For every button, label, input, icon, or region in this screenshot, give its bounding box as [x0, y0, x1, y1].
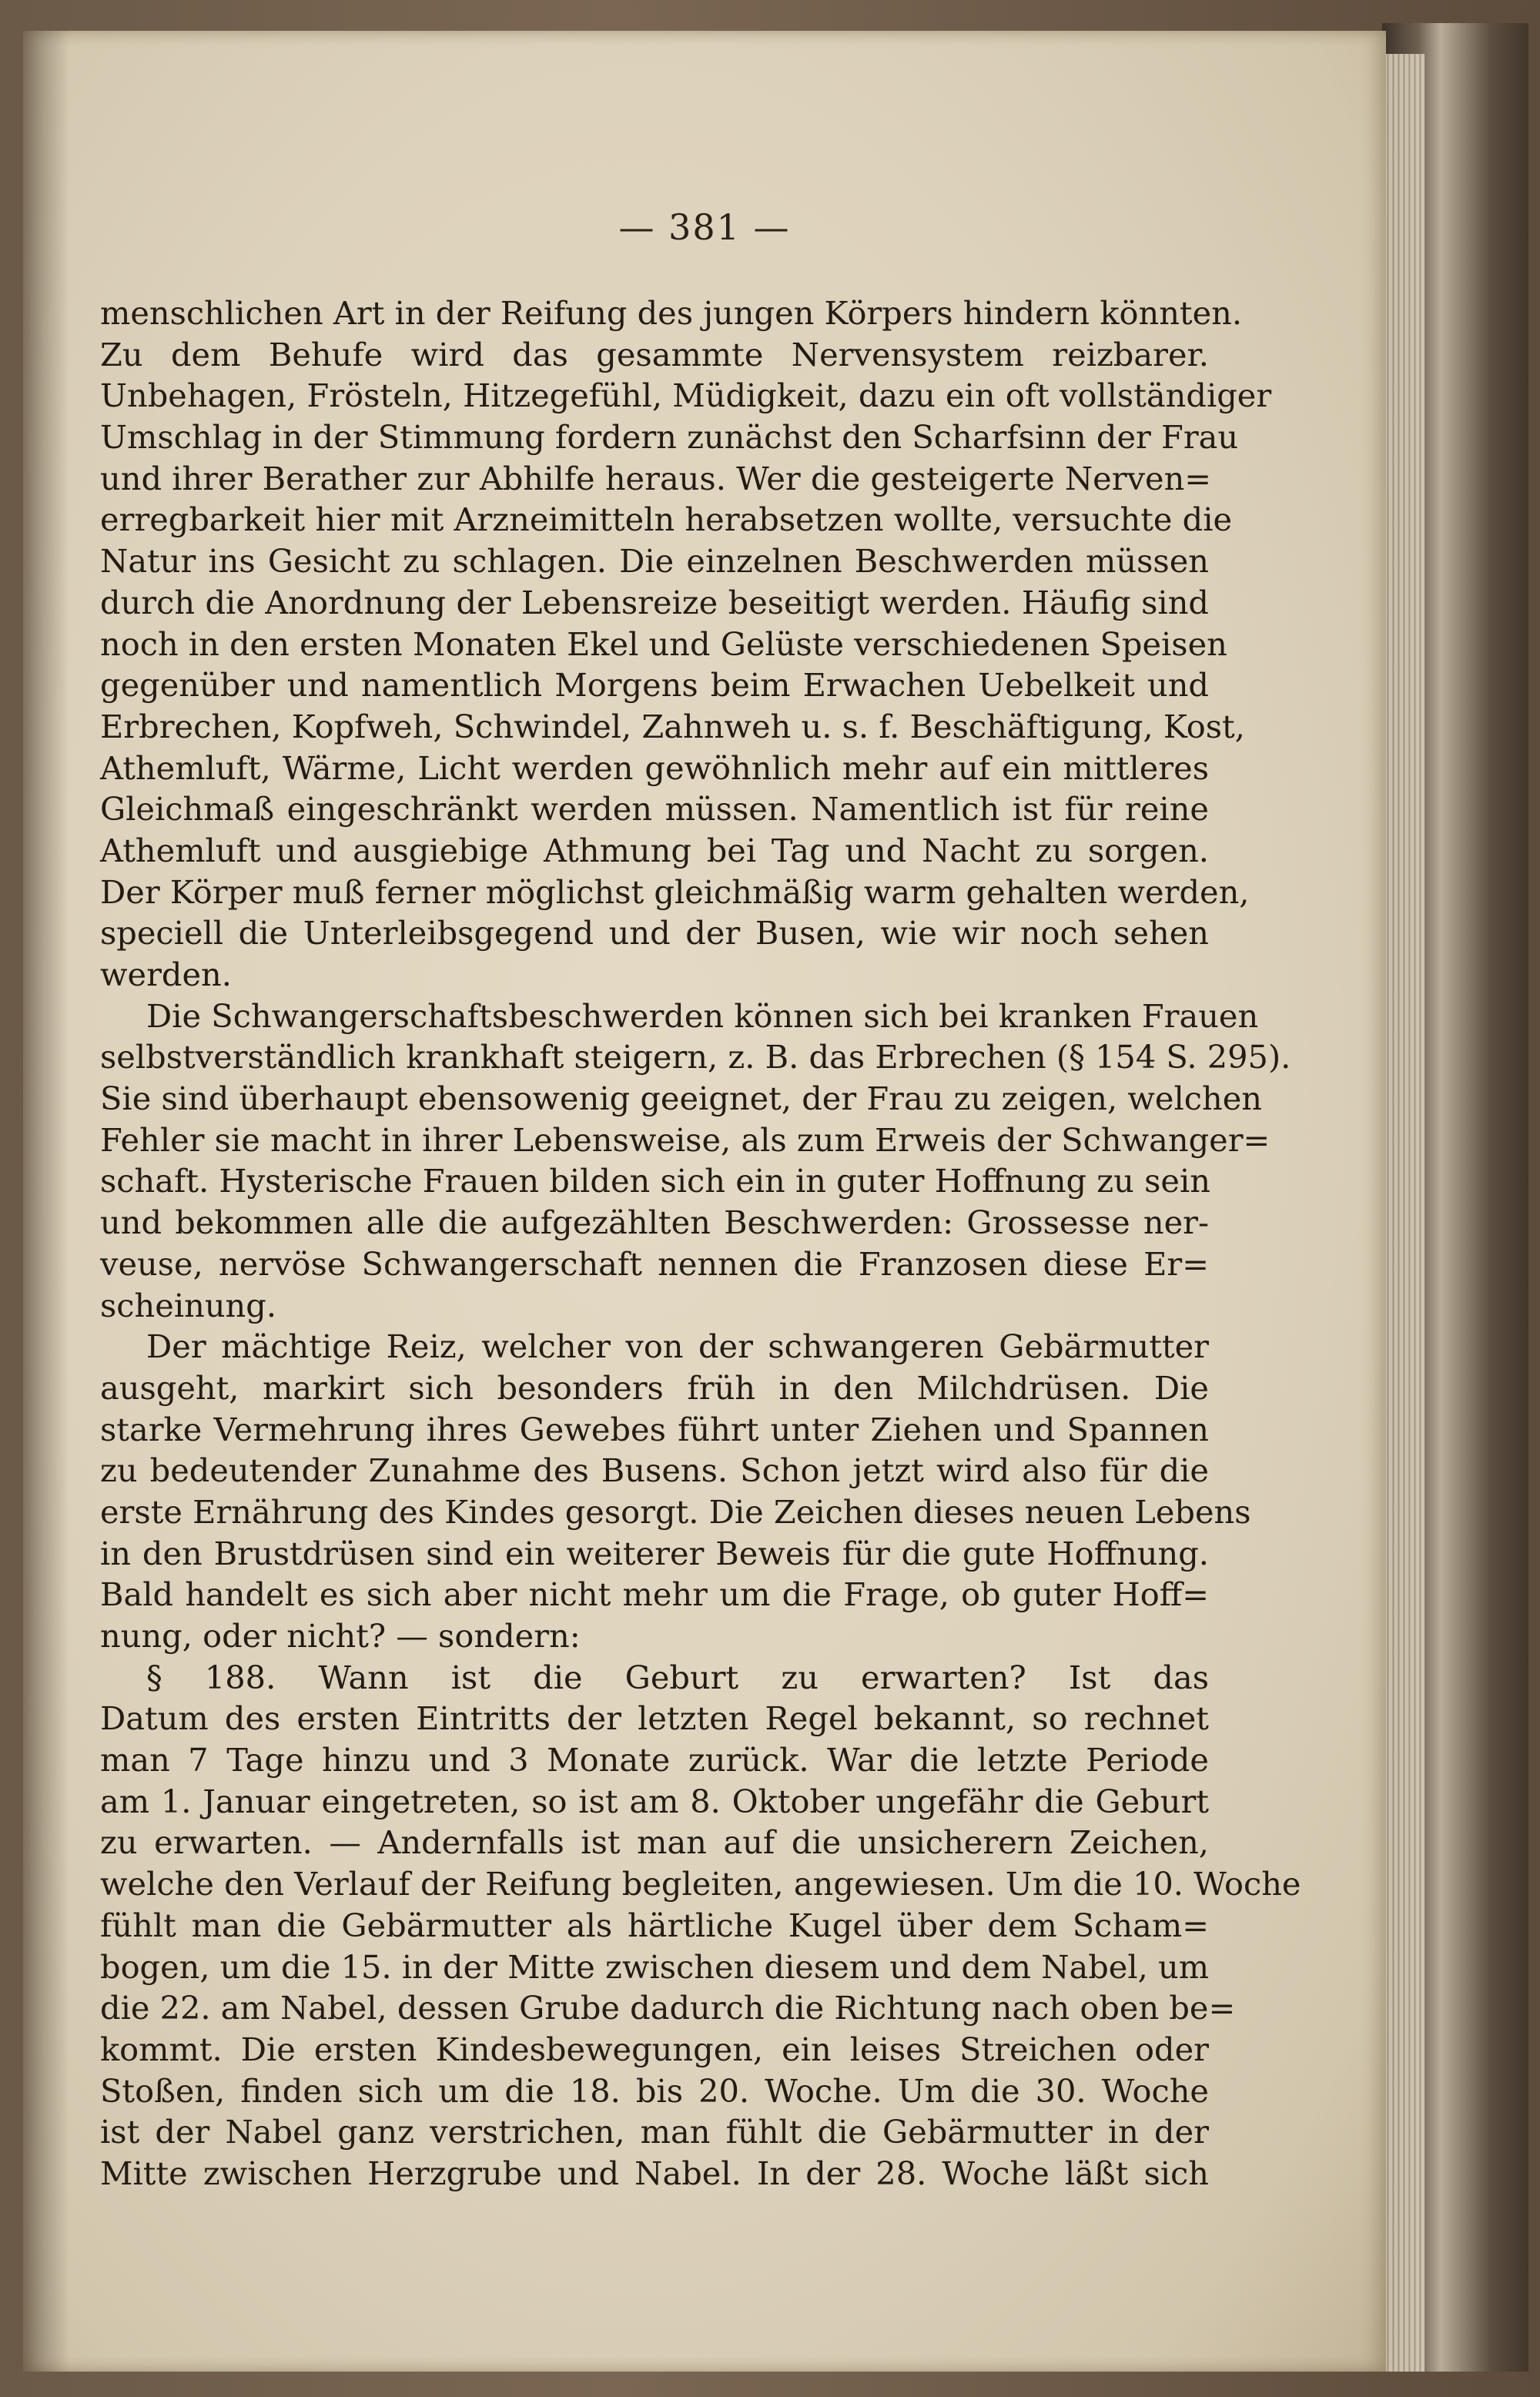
text-line: schaft. Hysterische Frauen bilden sich ein in guter Hoffnung zu sein — [100, 1162, 1210, 1200]
text-line: Bald handelt es sich aber nicht mehr um die Frage, ob guter Hoff= — [100, 1575, 1209, 1614]
text-line: Datum des ersten Eintritts der letzten Regel bekannt, so rechnet — [100, 1699, 1209, 1738]
text-line: welche den Verlauf der Reifung begleiten, angewiesen. Um die 10. Woche — [100, 1865, 1301, 1903]
text-line: erste Ernährung des Kindes gesorgt. Die Zeichen dieses neuen Lebens — [100, 1492, 1251, 1531]
text-line: speciell die Unterleibsgegend und der Busen, wie wir noch sehen — [100, 914, 1209, 952]
text-line: Gleichmaß eingeschränkt werden müssen. Namentlich ist für reine — [100, 790, 1209, 829]
text-line: Der Körper muß ferner möglichst gleichmäßig warm gehalten werden, — [100, 872, 1250, 911]
text-line: selbstverständlich krankhaft steigern, z. B. das Erbrechen (§ 154 S. 295). — [100, 1038, 1291, 1076]
text-line: Die Schwangerschaftsbeschwerden können sich bei kranken Frauen — [146, 996, 1259, 1035]
text-line: Zu dem Behufe wird das gesammte Nervensystem reizbarer. — [100, 335, 1209, 373]
text-line: Der mächtige Reiz, welcher von der schwangeren Gebärmutter — [146, 1327, 1209, 1366]
text-line: Sie sind überhaupt ebensowenig geeignet, der Frau zu zeigen, welchen — [100, 1080, 1263, 1118]
text-line: gegenüber und namentlich Morgens beim Erwachen Uebelkeit und — [100, 666, 1209, 705]
text-line: menschlichen Art in der Reifung des jungen Körpers hindern könnten. — [100, 294, 1243, 332]
page-number: — 381 — — [618, 206, 791, 248]
text-line: starke Vermehrung ihres Gewebes führt unter Ziehen und Spannen — [100, 1410, 1209, 1448]
text-line: Fehler sie macht in ihrer Lebensweise, als zum Erweis der Schwanger= — [100, 1120, 1270, 1159]
text-line: Athemluft und ausgiebige Athmung bei Tag und Nacht zu sorgen. — [100, 831, 1209, 869]
text-line: nung, oder nicht? — sondern: — [100, 1617, 581, 1655]
text-line: man 7 Tage hinzu und 3 Monate zurück. War die letzte Periode — [100, 1741, 1209, 1779]
text-line: Stoßen, finden sich um die 18. bis 20. Woche. Um die 30. Woche — [100, 2071, 1209, 2110]
text-line: ausgeht, markirt sich besonders früh in den Milchdrüsen. Die — [100, 1368, 1209, 1407]
spine-shadow — [23, 31, 69, 2372]
text-line: Athemluft, Wärme, Licht werden gewöhnlich mehr auf ein mittleres — [100, 748, 1209, 787]
text-line: § 188. Wann ist die Geburt zu erwarten? Ist das — [146, 1658, 1209, 1696]
text-line: zu erwarten. — Andernfalls ist man auf die unsicherern Zeichen, — [100, 1823, 1209, 1862]
text-line: und ihrer Berather zur Abhilfe heraus. Wer die gesteigerte Nerven= — [100, 459, 1212, 497]
text-line: Erbrechen, Kopfweh, Schwindel, Zahnweh u. s. f. Beschäftigung, Kost, — [100, 707, 1245, 745]
text-line: am 1. Januar eingetreten, so ist am 8. Oktober ungefähr die Geburt — [100, 1782, 1209, 1820]
text-line: Umschlag in der Stimmung fordern zunächst den Scharfsinn der Frau — [100, 418, 1239, 457]
text-line: Unbehagen, Frösteln, Hitzegefühl, Müdigkeit, dazu ein oft vollständiger — [100, 377, 1272, 415]
text-line: zu bedeutender Zunahme des Busens. Schon jetzt wird also für die — [100, 1451, 1209, 1490]
body-text — [100, 293, 1301, 2194]
text-line: werden. — [100, 956, 232, 993]
text-line: kommt. Die ersten Kindesbewegungen, ein leises Streichen oder — [100, 2030, 1209, 2068]
text-line: Natur ins Gesicht zu schlagen. Die einzelnen Beschwerden müssen — [100, 542, 1209, 581]
text-line: die 22. am Nabel, dessen Grube dadurch die Richtung nach oben be= — [100, 1989, 1236, 2027]
text-line: bogen, um die 15. in der Mitte zwischen diesem und dem Nabel, um — [100, 1947, 1210, 1986]
text-line: ist der Nabel ganz verstrichen, man fühlt die Gebärmutter in der — [100, 2113, 1209, 2151]
text-line: scheinung. — [100, 1286, 277, 1324]
text-line: durch die Anordnung der Lebensreize beseitigt werden. Häufig sind — [100, 583, 1209, 621]
text-line: Mitte zwischen Herzgrube und Nabel. In der 28. Woche läßt sich — [100, 2154, 1209, 2192]
text-line: in den Brustdrüsen sind ein weiterer Beweis für die gute Hoffnung. — [100, 1534, 1209, 1572]
text-line: veuse, nervöse Schwangerschaft nennen die Franzosen diese Er= — [100, 1244, 1209, 1283]
text-line: noch in den ersten Monaten Ekel und Gelüste verschiedenen Speisen — [100, 624, 1227, 663]
text-line: erregbarkeit hier mit Arzneimitteln herabsetzen wollte, versuchte die — [100, 500, 1233, 539]
text-line: fühlt man die Gebärmutter als härtliche Kugel über dem Scham= — [100, 1906, 1209, 1944]
book-page — [23, 31, 1386, 2372]
text-line: und bekommen alle die aufgezählten Beschwerden: Grossesse ner- — [100, 1204, 1209, 1242]
